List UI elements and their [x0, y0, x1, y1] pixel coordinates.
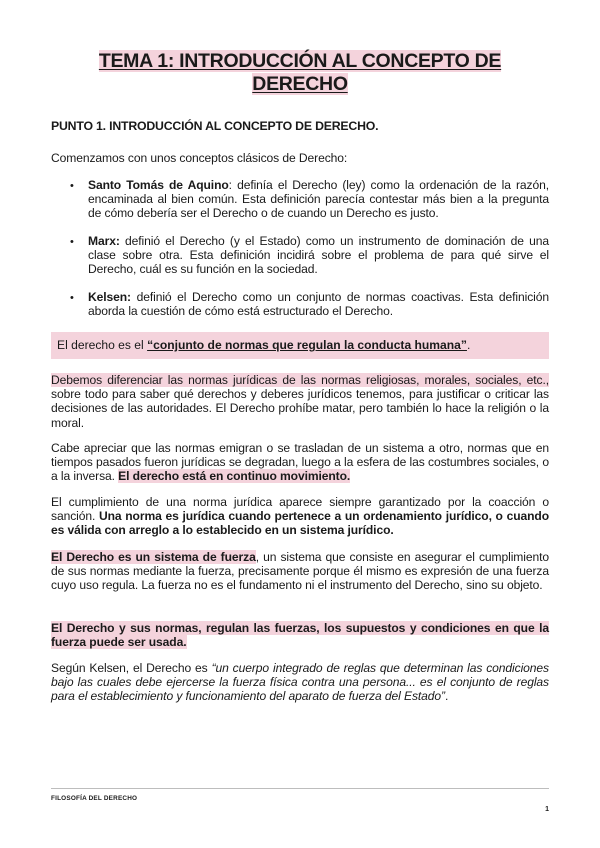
highlighted-bold-text: El Derecho es un sistema de fuerza	[51, 550, 256, 564]
italic-quote: “un cuerpo integrado de reglas que determinan las condiciones bajo las cuales debe ejercerse la fuerza física contra una persona... es el conjunto de reglas para el establecimiento y funcionamiento del aparato de fuerza del Estado”	[51, 661, 549, 704]
bullet-marker: •	[70, 236, 74, 248]
bullet-text: definió el Derecho como un conjunto de normas coactivas. Esta definición aborda la cuestión de cómo está estructurado el Derecho.	[88, 290, 549, 319]
footer-label: FILOSOFÍA DEL DERECHO	[51, 795, 138, 802]
title-line-1: TEMA 1: INTRODUCCIÓN AL CONCEPTO DE	[98, 50, 502, 72]
bold-text: Una norma es jurídica cuando pertenece a un ordenamiento jurídico, o cuando es válida con arreglo a lo establecido en un sistema jurídico.	[51, 509, 549, 538]
paragraph-text: , un sistema que consiste en asegurar el cumplimiento de sus normas mediante la fuerza, precisamente porque él mismo es expresión de una fuerza cuyo uso regula. La fuerza no es el fundamento ni el instrumento del Derecho, sino su objeto.	[51, 550, 549, 593]
page-title	[60, 50, 540, 96]
bullet-item-marx	[88, 234, 549, 277]
highlighted-bold-text: El derecho está en continuo movimiento.	[118, 469, 351, 484]
paragraph-end: .	[444, 689, 449, 704]
title-line-2: DERECHO	[252, 73, 348, 95]
intro-text: Comenzamos con unos conceptos clásicos de Derecho:	[51, 151, 348, 165]
bullet-text: definió el Derecho (y el Estado) como un instrumento de dominación de una clase sobre otra. Esta definición incidirá sobre el problema de para qué sirve el Derecho, cuál es su función en la sociedad.	[88, 234, 549, 277]
paragraph-regulate-forces	[51, 621, 549, 649]
paragraph-text: Cabe apreciar que las normas emigran o se trasladan de un sistema a otro, normas que en tiempos pasados fueron jurídicas se degradan, luego a la esfera de las costumbres sociales, o a la inversa.	[51, 441, 549, 484]
paragraph-norms	[51, 373, 549, 430]
definition-prefix: El derecho es el	[57, 338, 148, 352]
bullet-marker: •	[70, 180, 74, 192]
paragraph-text: sobre todo para saber qué derechos y deberes jurídicos tenemos, para justificar o criticar las decisiones de las autoridades. El Derecho prohíbe matar, pero también lo hace la religión o la moral.	[51, 387, 549, 430]
paragraph-force-system	[51, 550, 549, 593]
definition-box	[51, 332, 549, 359]
bullet-text: : definía el Derecho (ley) como la ordenación de la razón, encaminada al bien común. Esta definición parecía contestar más bien a la pregunta de cómo debería ser el Derecho o de cuando un Derecho es justo.	[88, 178, 550, 221]
highlighted-text: Debemos diferenciar las normas jurídicas de las normas religiosas, morales, sociales, etc.,	[51, 373, 549, 387]
definition-quote: “conjunto de normas que regulan la conducta humana”	[147, 338, 467, 352]
bullet-item-aquino	[88, 178, 549, 221]
bullet-name: Kelsen:	[88, 290, 131, 304]
paragraph-text: El cumplimiento de una norma jurídica aparece siempre garantizado por la coacción o sanción.	[51, 495, 549, 524]
page-number: 1	[545, 806, 549, 813]
paragraph-text: Según Kelsen, el Derecho es	[51, 661, 212, 675]
paragraph-kelsen-quote	[51, 661, 549, 704]
footer-divider	[51, 788, 549, 789]
bullet-name: Marx:	[88, 234, 120, 248]
paragraph-coercion	[51, 495, 549, 538]
bullet-item-kelsen	[88, 290, 549, 318]
bullet-name: Santo Tomás de Aquino	[88, 178, 229, 192]
definition-suffix: .	[466, 338, 471, 352]
section-heading: PUNTO 1. INTRODUCCIÓN AL CONCEPTO DE DERECHO.	[51, 119, 379, 133]
highlighted-bold-text: El Derecho y sus normas, regulan las fuerzas, los supuestos y condiciones en que la fuerza puede ser usada.	[51, 621, 549, 650]
paragraph-movement	[51, 441, 549, 484]
bullet-marker: •	[70, 292, 74, 304]
